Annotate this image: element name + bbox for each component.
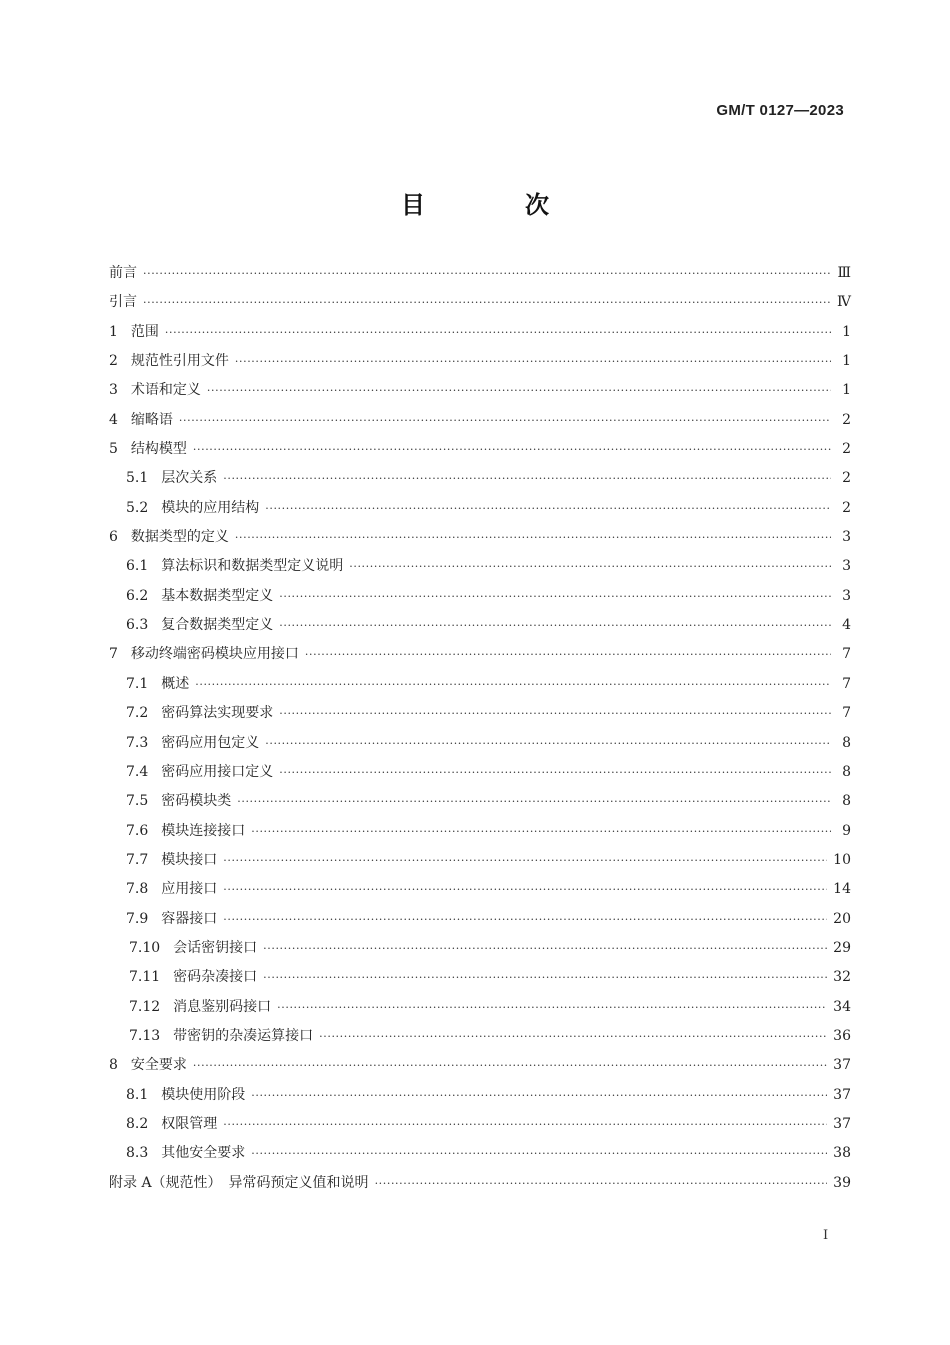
toc-entry-label: 会话密钥接口	[173, 939, 258, 956]
toc-entry[interactable]	[109, 350, 851, 379]
toc-entry-label: 密码应用接口定义	[161, 763, 274, 780]
toc-entry-number: 7.11	[129, 969, 161, 986]
toc-entry-label: 规范性引用文件	[130, 353, 229, 370]
toc-entry-page: 37	[833, 1115, 851, 1132]
toc-leader-dots	[223, 854, 827, 867]
toc-entry-label: 容器接口	[161, 910, 218, 927]
toc-leader-dots	[223, 883, 827, 896]
toc-entry-number: 3	[109, 382, 118, 399]
toc-entry-page: 39	[833, 1174, 851, 1191]
toc-entry-page: 7	[842, 675, 851, 692]
toc-entry-page: 9	[842, 822, 851, 839]
toc-entry-number: 8	[109, 1057, 118, 1074]
toc-leader-dots	[251, 1089, 827, 1102]
toc-entry-page: 2	[842, 441, 851, 458]
toc-leader-dots	[265, 502, 831, 515]
toc-entry-page: 34	[833, 998, 851, 1015]
toc-entry-number: 8.2	[126, 1115, 149, 1132]
toc-entry-page: 3	[842, 587, 851, 604]
toc-title: 目 次	[401, 190, 587, 219]
toc-entry-number: 7.10	[129, 939, 161, 956]
toc-entry[interactable]	[109, 702, 851, 731]
toc-entry-page: 2	[842, 499, 851, 516]
toc-entry-page: 1	[842, 382, 851, 399]
toc-leader-dots	[277, 1001, 827, 1014]
toc-entry[interactable]	[109, 438, 851, 467]
toc-entry-label: 模块接口	[161, 851, 218, 868]
toc-entry-number: 6.1	[126, 558, 149, 575]
toc-entry-label: 模块使用阶段	[161, 1086, 246, 1103]
toc-entry-page: Ⅳ	[837, 294, 851, 311]
toc-entry-number: 7.8	[126, 881, 149, 898]
toc-entry-label: 概述	[161, 675, 190, 692]
toc-entry[interactable]	[109, 878, 851, 907]
toc-entry-number: 8.1	[126, 1086, 149, 1103]
toc-entry[interactable]	[109, 966, 851, 995]
toc-entry-label: 附录 A（规范性） 异常码预定义值和说明	[109, 1174, 369, 1191]
toc-entry-page: 4	[842, 617, 851, 634]
toc-entry-page: 37	[833, 1086, 851, 1103]
toc-entry-number: 7.5	[126, 793, 149, 810]
toc-entry[interactable]	[109, 526, 851, 555]
toc-leader-dots	[305, 648, 831, 661]
toc-entry-label: 密码应用包定义	[161, 734, 260, 751]
toc-entry[interactable]	[109, 1025, 851, 1054]
toc-entry-label: 权限管理	[161, 1115, 218, 1132]
toc-entry[interactable]	[109, 291, 851, 320]
toc-entry-label: 前言	[109, 265, 137, 281]
toc-entry-label: 数据类型的定义	[130, 529, 229, 546]
toc-leader-dots	[143, 296, 831, 309]
toc-leader-dots	[279, 707, 831, 720]
toc-entry[interactable]	[109, 379, 851, 408]
toc-entry-label: 基本数据类型定义	[161, 587, 274, 604]
toc-entry-label: 模块的应用结构	[161, 499, 260, 516]
toc-entry-label: 复合数据类型定义	[161, 617, 274, 634]
toc-entry-number: 6.2	[126, 587, 149, 604]
toc-entry[interactable]	[109, 643, 851, 672]
toc-entry-number: 7.9	[126, 910, 149, 927]
toc-entry-label: 缩略语	[130, 411, 173, 428]
toc-entry[interactable]	[109, 849, 851, 878]
toc-entry[interactable]	[109, 1113, 851, 1142]
toc-entry-number: 7.3	[126, 734, 149, 751]
toc-leader-dots	[195, 678, 831, 691]
toc-leader-dots	[235, 531, 831, 544]
toc-leader-dots	[165, 326, 831, 339]
toc-entry-page: 2	[842, 411, 851, 428]
toc-entry-label: 密码模块类	[161, 793, 232, 810]
toc-leader-dots	[263, 971, 827, 984]
toc-entry-label: 层次关系	[161, 470, 218, 487]
toc-leader-dots	[251, 1147, 827, 1160]
table-of-contents	[109, 262, 851, 1201]
toc-entry-label: 其他安全要求	[161, 1145, 246, 1162]
toc-entry-label: 密码杂凑接口	[173, 969, 258, 986]
toc-entry-label: 带密钥的杂凑运算接口	[173, 1027, 314, 1044]
toc-entry-page: Ⅲ	[837, 265, 851, 281]
toc-entry-page: 29	[833, 939, 851, 956]
toc-entry-number: 1	[109, 323, 118, 340]
toc-entry[interactable]	[109, 761, 851, 790]
toc-leader-dots	[251, 825, 831, 838]
toc-entry[interactable]	[109, 321, 851, 350]
toc-entry-number: 7.12	[129, 998, 161, 1015]
toc-entry[interactable]	[109, 497, 851, 526]
toc-entry-number: 7.13	[129, 1027, 161, 1044]
standard-code: GM/T 0127—2023	[716, 102, 844, 119]
toc-entry-page: 3	[842, 558, 851, 575]
toc-leader-dots	[207, 384, 831, 397]
toc-entry-page: 2	[842, 470, 851, 487]
toc-entry-label: 范围	[130, 323, 159, 340]
toc-entry[interactable]	[109, 585, 851, 614]
toc-leader-dots	[193, 1059, 827, 1072]
toc-entry-label: 算法标识和数据类型定义说明	[161, 558, 344, 575]
toc-entry[interactable]	[109, 790, 851, 819]
toc-entry-page: 7	[842, 705, 851, 722]
toc-leader-dots	[143, 267, 831, 280]
toc-entry-label: 术语和定义	[130, 382, 201, 399]
toc-leader-dots	[223, 1118, 827, 1131]
toc-entry[interactable]	[109, 732, 851, 761]
toc-entry-number: 5.1	[126, 470, 149, 487]
toc-leader-dots	[263, 942, 827, 955]
toc-entry[interactable]	[109, 1084, 851, 1113]
toc-entry-label: 模块连接接口	[161, 822, 246, 839]
toc-entry-label: 移动终端密码模块应用接口	[130, 646, 299, 663]
toc-entry[interactable]	[109, 555, 851, 584]
toc-entry[interactable]	[109, 937, 851, 966]
toc-leader-dots	[279, 619, 831, 632]
toc-leader-dots	[237, 795, 831, 808]
toc-entry-page: 8	[842, 793, 851, 810]
toc-entry-number: 6.3	[126, 617, 149, 634]
toc-entry-page: 3	[842, 529, 851, 546]
toc-leader-dots	[349, 560, 831, 573]
toc-entry-number: 5.2	[126, 499, 149, 516]
toc-entry[interactable]	[109, 1142, 851, 1171]
toc-entry[interactable]	[109, 1054, 851, 1083]
toc-entry-page: 38	[833, 1145, 851, 1162]
toc-leader-dots	[265, 737, 831, 750]
toc-entry-label: 结构模型	[130, 441, 187, 458]
toc-entry-label: 消息鉴别码接口	[173, 998, 272, 1015]
toc-entry-page: 14	[833, 881, 851, 898]
toc-entry-page: 37	[833, 1057, 851, 1074]
toc-leader-dots	[319, 1030, 827, 1043]
toc-entry-number: 8.3	[126, 1145, 149, 1162]
toc-entry-page: 1	[842, 323, 851, 340]
toc-entry-number: 7.6	[126, 822, 149, 839]
toc-entry[interactable]	[109, 262, 851, 291]
toc-entry[interactable]	[109, 614, 851, 643]
toc-entry[interactable]	[109, 908, 851, 937]
toc-entry-label: 密码算法实现要求	[161, 705, 274, 722]
page-number: I	[823, 1228, 829, 1243]
toc-entry-page: 8	[842, 734, 851, 751]
toc-entry-label: 引言	[109, 294, 137, 311]
toc-leader-dots	[375, 1177, 828, 1190]
toc-leader-dots	[279, 766, 831, 779]
toc-entry-page: 36	[833, 1027, 851, 1044]
toc-entry-page: 8	[842, 763, 851, 780]
toc-entry-number: 7.7	[126, 851, 149, 868]
toc-entry-number: 7.2	[126, 705, 149, 722]
toc-leader-dots	[279, 590, 831, 603]
toc-leader-dots	[223, 913, 827, 926]
toc-entry-label: 安全要求	[130, 1057, 187, 1074]
toc-leader-dots	[235, 355, 831, 368]
toc-entry-page: 7	[842, 646, 851, 663]
toc-entry-number: 7.1	[126, 675, 149, 692]
toc-entry[interactable]	[109, 1172, 851, 1201]
toc-entry-number: 7.4	[126, 763, 149, 780]
toc-entry-number: 4	[109, 411, 118, 428]
toc-entry-number: 7	[109, 646, 118, 663]
toc-entry[interactable]	[109, 409, 851, 438]
toc-entry[interactable]	[109, 820, 851, 849]
toc-entry-page: 1	[842, 353, 851, 370]
toc-entry[interactable]	[109, 673, 851, 702]
toc-entry-number: 5	[109, 441, 118, 458]
toc-entry-number: 2	[109, 353, 118, 370]
toc-entry-page: 10	[833, 851, 851, 868]
toc-leader-dots	[193, 443, 831, 456]
toc-entry-page: 32	[833, 969, 851, 986]
toc-leader-dots	[223, 472, 831, 485]
toc-entry-page: 20	[833, 910, 851, 927]
toc-entry-label: 应用接口	[161, 881, 218, 898]
toc-entry[interactable]	[109, 996, 851, 1025]
toc-entry[interactable]	[109, 467, 851, 496]
toc-entry-number: 6	[109, 529, 118, 546]
toc-leader-dots	[179, 414, 831, 427]
